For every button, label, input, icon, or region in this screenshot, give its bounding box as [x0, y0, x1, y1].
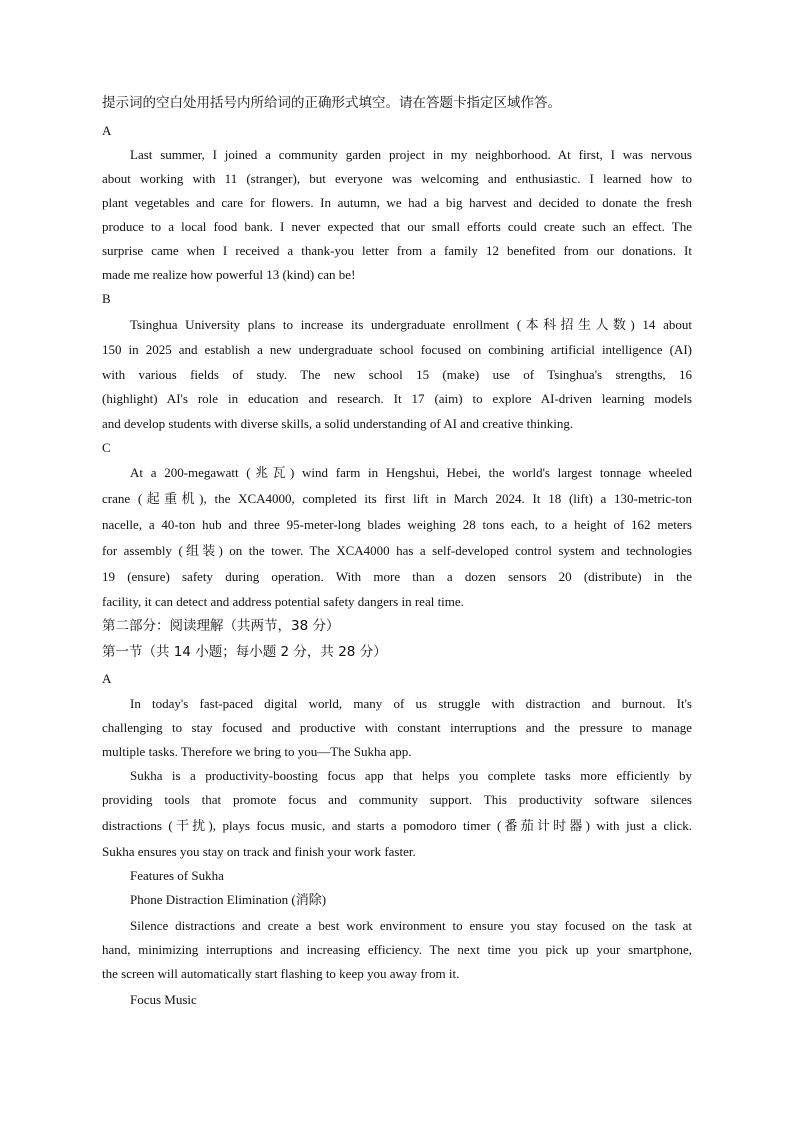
- features-heading: Features of Sukha: [130, 868, 224, 883]
- passage-a-line: Last summer, I joined a community garden project in my neighborhood. At first, I was nervous: [130, 147, 692, 162]
- reading-para2-line: providing tools that promote focus and community support. This productivity software silences: [102, 792, 692, 807]
- passage-b-line: (highlight) AI's role in education and research. It 17 (aim) to explore AI-driven learning models: [102, 391, 692, 406]
- feature2-title: Focus Music: [130, 992, 197, 1007]
- passage-a-line: produce to a local food bank. I never expected that our small efforts could create such an effect. The: [102, 219, 692, 234]
- passage-b-line: with various fields of study. The new school 15 (make) use of Tsinghua's strengths, 16: [102, 367, 692, 382]
- passage-c-line: facility, it can detect and address potential safety dangers in real time.: [102, 594, 464, 609]
- part2-title: 第二部分：阅读理解（共两节，38 分）: [102, 618, 340, 634]
- passage-a-line: about working with 11 (stranger), but everyone was welcoming and enthusiastic. I learned how to: [102, 171, 692, 186]
- reading-para1-line: multiple tasks. Therefore we bring to you—The Sukha app.: [102, 744, 412, 759]
- reading-para2-line: Sukha ensures you stay on track and finish your work faster.: [102, 844, 416, 859]
- instruction-text: 提示词的空白处用括号内所给词的正确形式填空。请在答题卡指定区域作答。: [102, 95, 561, 111]
- passage-a-line: plant vegetables and care for flowers. In autumn, we had a big harvest and decided to donate the fresh: [102, 195, 692, 210]
- reading-para1-line: challenging to stay focused and productive with constant interruptions and the pressure to manage: [102, 720, 692, 735]
- passage-b-line: and develop students with diverse skills, a solid understanding of AI and creative thinking.: [102, 416, 574, 431]
- feature1-text-line: Silence distractions and create a best work environment to ensure you stay focused on the task at: [130, 918, 692, 933]
- reading-a-label: A: [102, 671, 112, 686]
- feature1-text-line: the screen will automatically start flashing to keep you away from it.: [102, 966, 460, 981]
- feature1-text-line: hand, minimizing interruptions and increasing efficiency. The next time you pick up your smartphone,: [102, 942, 692, 957]
- passage-c-line: crane (起重机), the XCA4000, completed its first lift in March 2024. It 18 (lift) a 130-metric-ton: [102, 491, 692, 506]
- passage-a-line: surprise came when I received a thank-you letter from a family 12 benefited from our donations. It: [102, 243, 692, 258]
- feature1-title: Phone Distraction Elimination (消除): [130, 892, 327, 907]
- reading-para2-line: distractions (干扰), plays focus music, and starts a pomodoro timer (番茄计时器) with just a click.: [102, 818, 692, 833]
- passage-c-label: C: [102, 440, 111, 455]
- reading-para1-line: In today's fast-paced digital world, many of us struggle with distraction and burnout. It's: [130, 696, 692, 711]
- passage-c-line: nacelle, a 40-ton hub and three 95-meter-long blades weighing 28 tons each, to a height of 162 meters: [102, 517, 692, 532]
- section1-title: 第一节（共 14 小题；每小题 2 分，共 28 分）: [102, 644, 387, 660]
- passage-c-line: At a 200-megawatt (兆瓦) wind farm in Hengshui, Hebei, the world's largest tonnage wheeled: [130, 465, 692, 480]
- passage-b-label: B: [102, 291, 111, 306]
- passage-a-label: A: [102, 123, 112, 138]
- passage-b-line: 150 in 2025 and establish a new undergraduate school focused on combining artificial intelligence (AI): [102, 342, 692, 357]
- passage-c-line: 19 (ensure) safety during operation. With more than a dozen sensors 20 (distribute) in the: [102, 569, 692, 584]
- passage-b-line: Tsinghua University plans to increase its undergraduate enrollment (本科招生人数) 14 about: [130, 317, 692, 332]
- passage-a-line: made me realize how powerful 13 (kind) can be!: [102, 267, 356, 282]
- reading-para2-line: Sukha is a productivity-boosting focus app that helps you complete tasks more efficiently by: [130, 768, 692, 783]
- passage-c-line: for assembly (组装) on the tower. The XCA4000 has a self-developed control system and technologies: [102, 543, 692, 558]
